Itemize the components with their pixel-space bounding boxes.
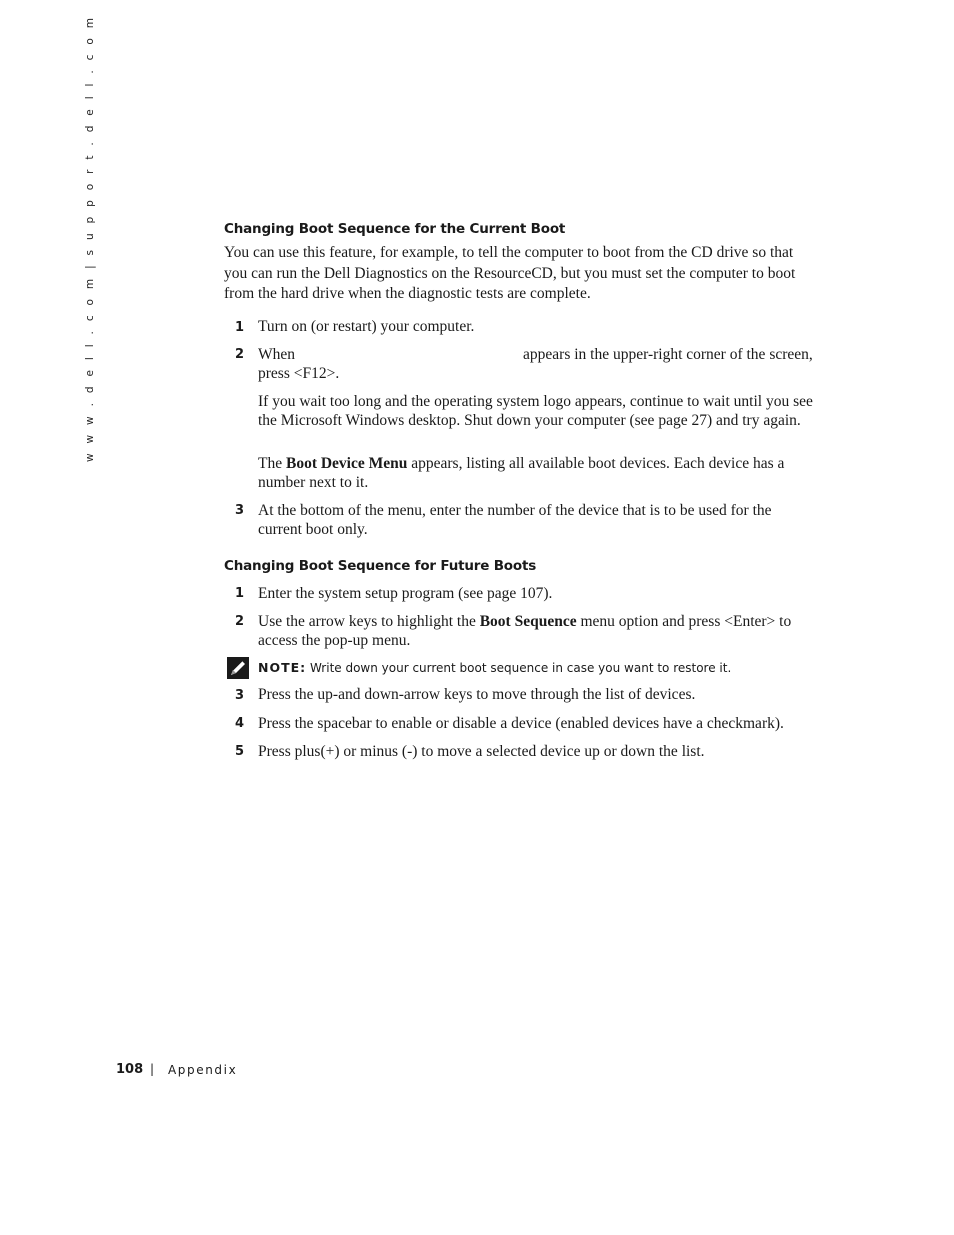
step-text: Enter the system setup program (see page 107). — [258, 585, 553, 602]
step-detail: The Boot Device Menu appears, listing all available boot devices. Each device has a number next to it. — [258, 455, 785, 491]
step-text: When appears in the upper-right corner of the screen, press <F12>. — [258, 346, 813, 382]
step-text: Press the spacebar to enable or disable a device (enabled devices have a checkmark). — [258, 715, 784, 732]
note: NOTE: Write down your current boot sequence in case you want to restore it. — [258, 660, 732, 675]
step-text: Press the up-and down-arrow keys to move through the list of devices. — [258, 686, 696, 703]
footer-separator: | — [150, 1062, 155, 1076]
step-number: 3 — [235, 688, 245, 703]
footer-section: Appendix — [168, 1063, 238, 1077]
intro-paragraph: You can use this feature, for example, to tell the computer to boot from the CD drive so that you can run the Dell Diagnostics on the ResourceCD, but you must set the computer to boot from the hard drive when the diagnostic tests are complete. — [224, 244, 796, 302]
step-number: 1 — [235, 586, 245, 601]
step-number: 5 — [235, 744, 245, 759]
heading-current-boot: Changing Boot Sequence for the Current Boot — [224, 221, 566, 237]
pencil-icon — [227, 657, 249, 679]
step-number: 2 — [235, 614, 245, 629]
step-number: 2 — [235, 347, 245, 362]
step-number: 3 — [235, 503, 245, 518]
step-text: Use the arrow keys to highlight the Boot Sequence menu option and press <Enter> to access the pop-up menu. — [258, 613, 792, 649]
step-number: 1 — [235, 320, 245, 335]
step-text: At the bottom of the menu, enter the number of the device that is to be used for the current boot only. — [258, 502, 772, 538]
step-text: Turn on (or restart) your computer. — [258, 318, 475, 335]
side-url: w w w . d e l l . c o m | s u p p o r t . d e l l . c o m — [84, 14, 96, 462]
step-number: 4 — [235, 716, 245, 731]
step-detail: If you wait too long and the operating system logo appears, continue to wait until you see the Microsoft Windows desktop. Shut down your computer (see page 27) and try again. — [258, 393, 813, 429]
step-text: Press plus(+) or minus (-) to move a selected device up or down the list. — [258, 743, 705, 760]
page-number: 108 — [116, 1062, 144, 1077]
heading-future-boots: Changing Boot Sequence for Future Boots — [224, 558, 537, 574]
